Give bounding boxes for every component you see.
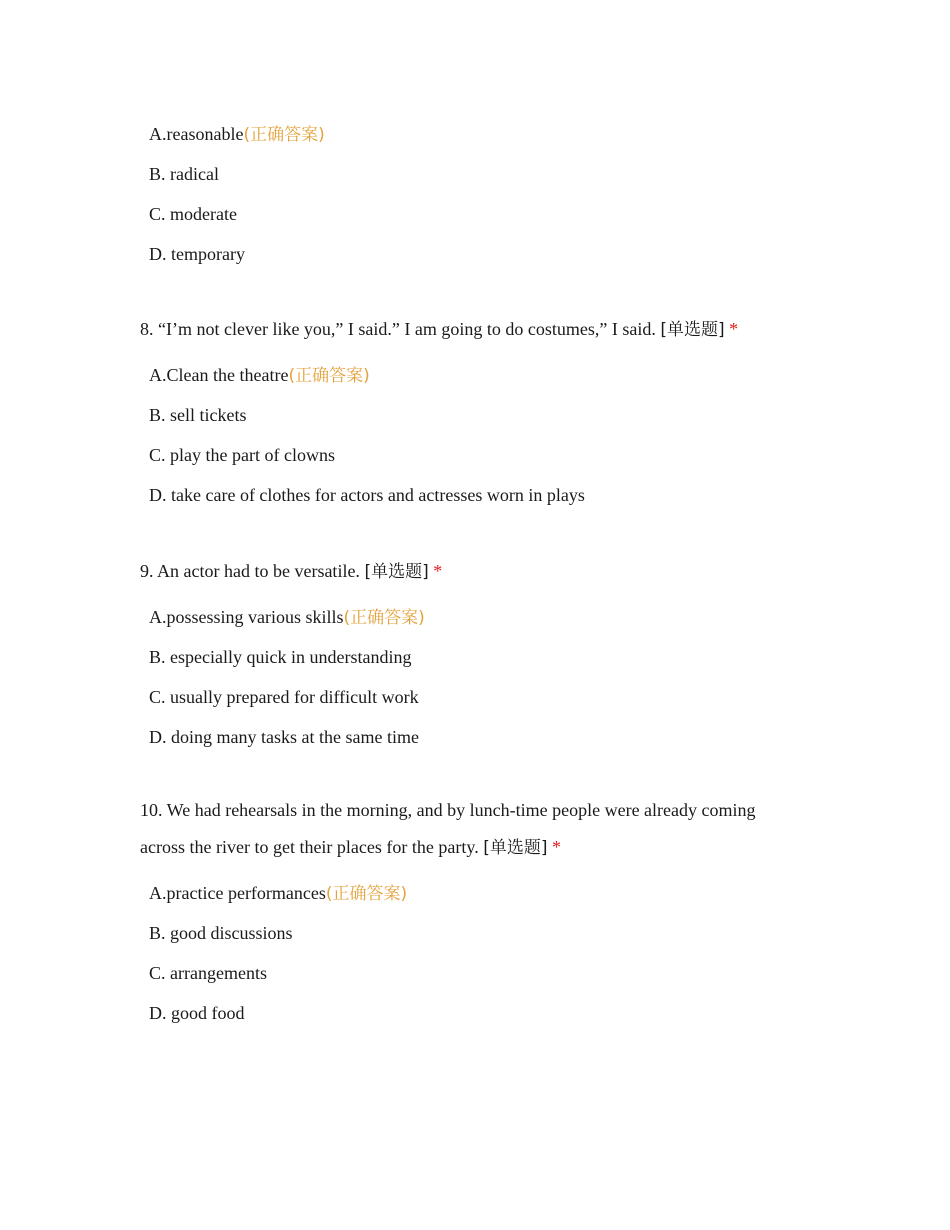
- q8-option-a[interactable]: [149, 363, 370, 388]
- question-8: [140, 311, 800, 349]
- option-label: C. usually prepared for difficult work: [149, 687, 419, 707]
- correct-answer-marker: (正确答案): [243, 125, 325, 145]
- option-label: A.practice performances: [149, 883, 326, 903]
- option-label: A.possessing various skills: [149, 607, 344, 627]
- question-10: [140, 792, 790, 867]
- option-label: C. arrangements: [149, 963, 267, 983]
- option-label: A.reasonable: [149, 124, 244, 144]
- q9-option-a[interactable]: [149, 605, 425, 630]
- option-label: D. good food: [149, 1003, 245, 1023]
- required-marker: *: [729, 319, 739, 339]
- q10-option-d[interactable]: [149, 1001, 245, 1025]
- question-text: 10. We had rehearsals in the morning, and by lunch-time people were already coming across the river to get their places for the party.: [140, 800, 756, 857]
- q10-option-c[interactable]: [149, 961, 267, 985]
- q8-option-b[interactable]: [149, 403, 247, 427]
- q8-option-c[interactable]: [149, 443, 335, 467]
- q8-option-d[interactable]: [149, 483, 585, 507]
- q7-option-b[interactable]: [149, 162, 219, 186]
- question-type-label: [单选题]: [483, 838, 548, 858]
- option-label: B. sell tickets: [149, 405, 247, 425]
- option-label: D. temporary: [149, 244, 245, 264]
- option-label: B. good discussions: [149, 923, 293, 943]
- q9-option-c[interactable]: [149, 685, 419, 709]
- option-label: B. especially quick in understanding: [149, 647, 412, 667]
- option-label: D. doing many tasks at the same time: [149, 727, 419, 747]
- option-label: D. take care of clothes for actors and actresses worn in plays: [149, 485, 585, 505]
- q10-option-b[interactable]: [149, 921, 293, 945]
- q9-option-b[interactable]: [149, 645, 411, 669]
- q9-option-d[interactable]: [149, 725, 419, 749]
- question-9: [140, 553, 800, 591]
- correct-answer-marker: (正确答案): [325, 884, 408, 904]
- question-text: 8. “I’m not clever like you,” I said.” I am going to do costumes,” I said.: [140, 319, 656, 339]
- question-type-label: [单选题]: [364, 562, 429, 582]
- option-label: A.Clean the theatre: [149, 365, 289, 385]
- option-label: B. radical: [149, 164, 219, 184]
- required-marker: *: [551, 837, 561, 857]
- q7-option-d[interactable]: [149, 242, 245, 266]
- required-marker: *: [433, 561, 443, 581]
- q7-option-a[interactable]: [149, 122, 325, 147]
- question-type-label: [单选题]: [660, 320, 725, 340]
- correct-answer-marker: (正确答案): [288, 366, 370, 386]
- option-label: C. play the part of clowns: [149, 445, 335, 465]
- q10-option-a[interactable]: [149, 881, 407, 906]
- option-label: C. moderate: [149, 204, 237, 224]
- q7-option-c[interactable]: [149, 202, 237, 226]
- correct-answer-marker: (正确答案): [343, 608, 425, 628]
- question-text: 9. An actor had to be versatile.: [140, 561, 360, 581]
